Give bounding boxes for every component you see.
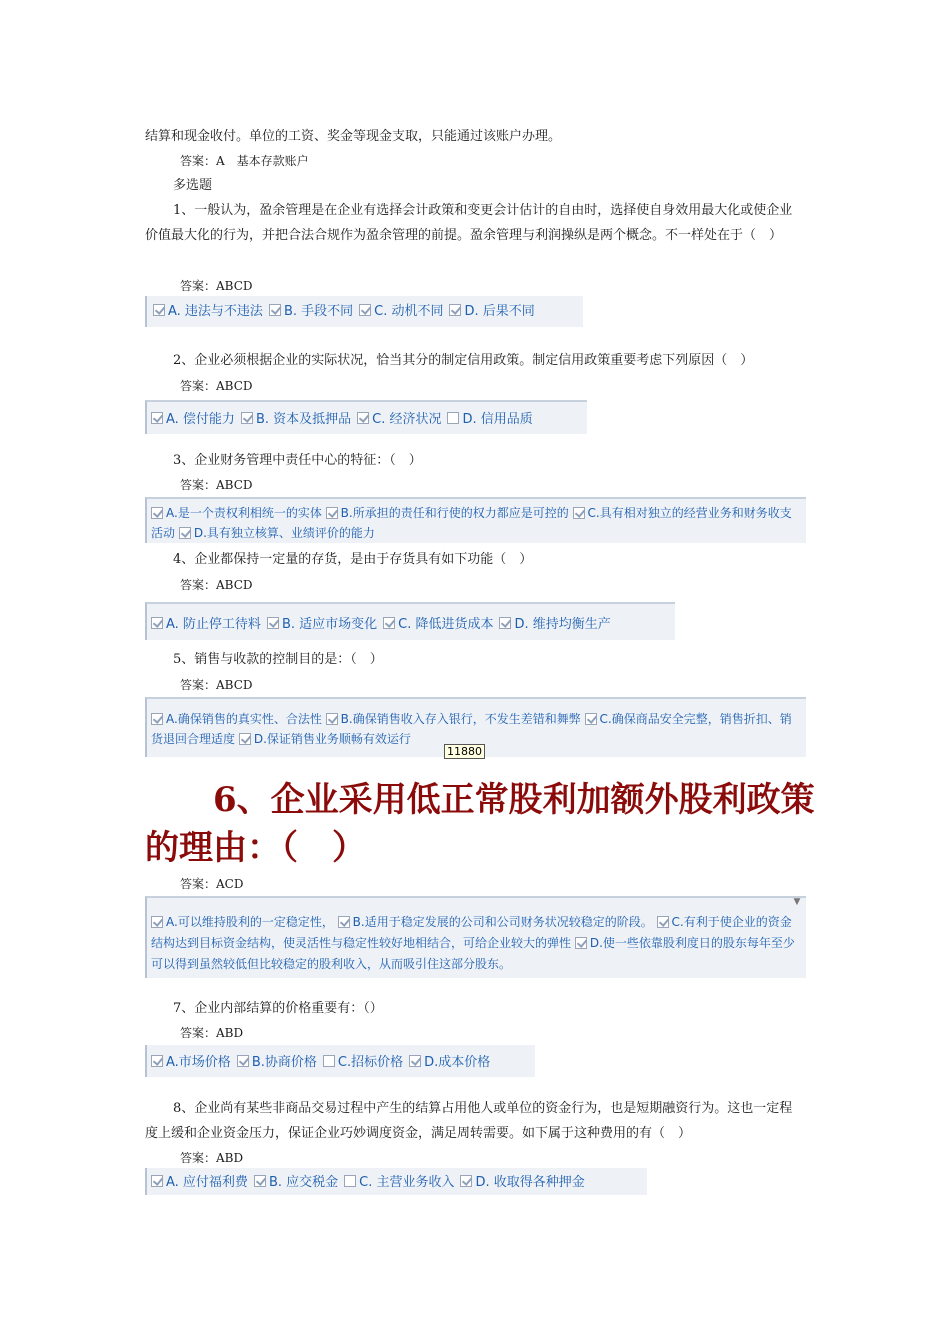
question-7-options [145, 1045, 535, 1077]
question-2-options [145, 400, 587, 434]
option-b[interactable]: B.协商价格 [237, 1051, 317, 1070]
option-d[interactable]: D. 维持均衡生产 [499, 613, 610, 632]
question-1-answer: 答案：ABCD [180, 279, 253, 293]
question-3-text: 3、企业财务管理中责任中心的特征：（ ） [173, 453, 422, 468]
checkbox-checked-icon[interactable] [151, 1175, 163, 1187]
option-c[interactable]: C.招标价格 [323, 1051, 403, 1070]
checkbox-checked-icon[interactable] [326, 713, 338, 725]
checkbox-unchecked-icon[interactable] [323, 1055, 335, 1067]
option-c[interactable]: C. 主营业务收入 [344, 1171, 454, 1190]
checkbox-checked-icon[interactable] [359, 304, 371, 316]
tooltip: 11880 [444, 744, 485, 759]
checkbox-checked-icon[interactable] [239, 733, 251, 745]
option-d[interactable]: D. 后果不同 [449, 300, 534, 319]
checkbox-checked-icon[interactable] [357, 412, 369, 424]
option-a[interactable]: A.市场价格 [151, 1051, 231, 1070]
checkbox-checked-icon[interactable] [151, 507, 163, 519]
question-8-options [145, 1168, 647, 1195]
question-6-text: 6、企业采用低正常股利加额外股利政策的理由：（ ） [145, 780, 815, 868]
checkbox-checked-icon[interactable] [460, 1175, 472, 1187]
option-a[interactable]: A.可以维持股利的一定稳定性， [151, 915, 334, 929]
checkbox-checked-icon[interactable] [151, 713, 163, 725]
intro-answer: 答案：A 基本存款账户 [180, 154, 309, 168]
checkbox-checked-icon[interactable] [151, 412, 163, 424]
question-4-text: 4、企业都保持一定量的存货，是由于存货具有如下功能（ ） [173, 552, 533, 567]
option-c[interactable]: C. 动机不同 [359, 300, 443, 319]
question-8-text: 8、企业尚有某些非商品交易过程中产生的结算占用他人或单位的资金行为，也是短期融资行为。这也一定程度上缓和企业资金压力，保证企业巧妙调度资金，满足周转需要。如下属于这种费用的有（ ） [145, 1101, 793, 1141]
option-d[interactable]: D. 信用品质 [447, 408, 532, 427]
checkbox-checked-icon[interactable] [326, 507, 338, 519]
checkbox-checked-icon[interactable] [575, 937, 587, 949]
option-b[interactable]: B. 适应市场变化 [267, 613, 377, 632]
question-7-answer: 答案：ABD [180, 1026, 244, 1040]
option-a[interactable]: A. 偿付能力 [151, 408, 235, 427]
checkbox-checked-icon[interactable] [573, 507, 585, 519]
option-d[interactable]: D.使一些依靠股利度日的股东每年至少可以得到虽然较低但比较稳定的股利收入，从而吸引住这部分股东。 [151, 936, 795, 971]
option-d[interactable]: D.成本价格 [409, 1051, 490, 1070]
question-4-answer: 答案：ABCD [180, 578, 253, 592]
checkbox-checked-icon[interactable] [269, 304, 281, 316]
option-b[interactable]: B.确保销售收入存入银行，不发生差错和舞弊 [326, 712, 581, 726]
checkbox-checked-icon[interactable] [151, 916, 163, 928]
option-b[interactable]: B. 资本及抵押品 [241, 408, 351, 427]
checkbox-checked-icon[interactable] [409, 1055, 421, 1067]
option-b[interactable]: B.所承担的责任和行使的权力都应是可控的 [326, 506, 569, 520]
question-5-text: 5、销售与收款的控制目的是：（ ） [173, 652, 383, 667]
question-3-answer: 答案：ABCD [180, 478, 253, 492]
question-5-answer: 答案：ABCD [180, 678, 253, 692]
option-a[interactable]: A.是一个责权利相统一的实体 [151, 506, 322, 520]
checkbox-checked-icon[interactable] [153, 304, 165, 316]
checkbox-checked-icon[interactable] [383, 617, 395, 629]
option-a[interactable]: A. 防止停工待料 [151, 613, 261, 632]
option-d[interactable]: D.保证销售业务顺畅有效运行 [239, 732, 411, 746]
checkbox-checked-icon[interactable] [179, 527, 191, 539]
checkbox-checked-icon[interactable] [657, 916, 669, 928]
question-2-answer: 答案：ABCD [180, 379, 253, 393]
checkbox-checked-icon[interactable] [338, 916, 350, 928]
question-6-options [145, 896, 806, 978]
option-c[interactable]: C.有利于使企业的资金结构达到目标资金结构，使灵活性与稳定性较好地相结合，可给企业较大的弹性 [151, 915, 792, 950]
option-d[interactable]: D.具有独立核算、业绩评价的能力 [179, 526, 375, 540]
question-3-options [145, 497, 806, 543]
checkbox-checked-icon[interactable] [237, 1055, 249, 1067]
checkbox-checked-icon[interactable] [254, 1175, 266, 1187]
option-c[interactable]: C.确保商品安全完整，销售折扣、销货退回合理适度 [151, 712, 792, 746]
question-1-options [145, 296, 583, 327]
question-8-answer: 答案：ABD [180, 1151, 244, 1165]
option-a[interactable]: A. 应付福利费 [151, 1171, 248, 1190]
checkbox-checked-icon[interactable] [585, 713, 597, 725]
checkbox-checked-icon[interactable] [151, 617, 163, 629]
checkbox-unchecked-icon[interactable] [447, 412, 459, 424]
option-c[interactable]: C. 降低进货成本 [383, 613, 493, 632]
checkbox-checked-icon[interactable] [449, 304, 461, 316]
checkbox-checked-icon[interactable] [499, 617, 511, 629]
option-a[interactable]: A.确保销售的真实性、合法性 [151, 712, 322, 726]
checkbox-checked-icon[interactable] [267, 617, 279, 629]
option-b[interactable]: B. 应交税金 [254, 1171, 338, 1190]
checkbox-checked-icon[interactable] [241, 412, 253, 424]
option-b[interactable]: B. 手段不同 [269, 300, 353, 319]
checkbox-checked-icon[interactable] [151, 1055, 163, 1067]
checkbox-unchecked-icon[interactable] [344, 1175, 356, 1187]
question-1-text: 1、一般认为，盈余管理是在企业有选择会计政策和变更会计估计的自由时，选择使自身效用最大化或使企业价值最大化的行为，并把合法合规作为盈余管理的前提。盈余管理与利润操纵是两个概念。不一样处在于（ ） [145, 203, 793, 243]
scroll-down-icon[interactable]: ▼ [793, 897, 801, 907]
question-7-text: 7、企业内部结算的价格重要有：（） [173, 1001, 383, 1016]
option-a[interactable]: A. 违法与不违法 [153, 300, 263, 319]
question-2-text: 2、企业必须根据企业的实际状况，恰当其分的制定信用政策。制定信用政策重要考虑下列原因（ ） [173, 353, 754, 368]
option-b[interactable]: B.适用于稳定发展的公司和公司财务状况较稳定的阶段。 [338, 915, 653, 929]
section-title: 多选题 [173, 178, 213, 193]
option-c[interactable]: C. 经济状况 [357, 408, 441, 427]
option-d[interactable]: D. 收取得各种押金 [460, 1171, 584, 1190]
option-c[interactable]: C.具有相对独立的经营业务和财务收支活动 [151, 506, 792, 540]
intro-line: 结算和现金收付。单位的工资、奖金等现金支取，只能通过该账户办理。 [145, 129, 562, 144]
question-4-options [145, 602, 675, 640]
question-6-answer: 答案：ACD [180, 877, 244, 891]
